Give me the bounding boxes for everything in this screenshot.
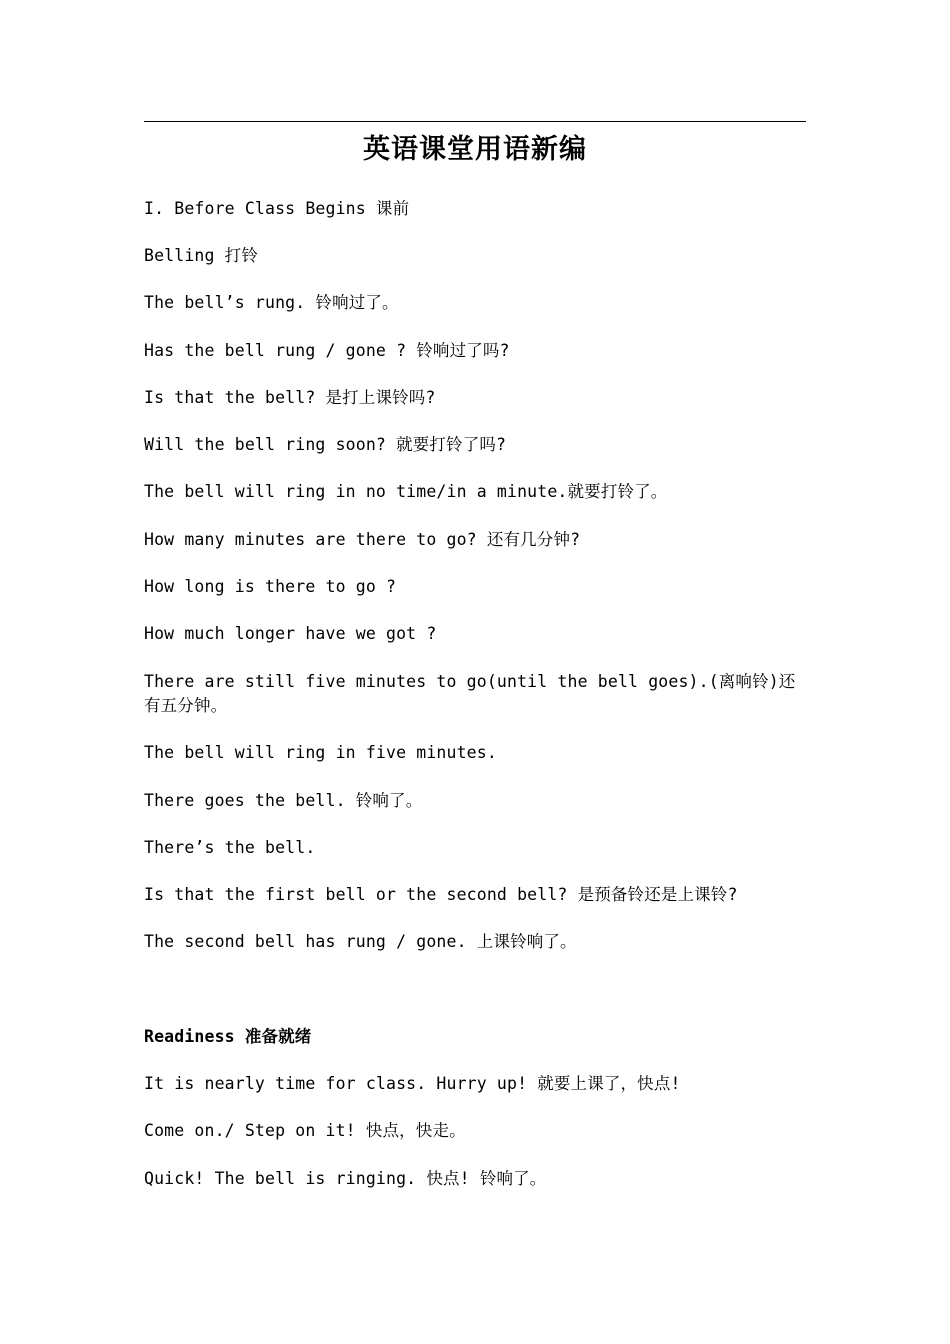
phrase-line: Has the bell rung / gone ? 铃响过了吗? xyxy=(144,341,510,360)
phrase-line: How much longer have we got ? xyxy=(144,624,437,643)
phrase-line: Will the bell ring soon? 就要打铃了吗? xyxy=(144,435,507,454)
header-rule xyxy=(144,121,806,122)
subheading-readiness: Readiness 准备就绪 xyxy=(144,1027,312,1046)
phrase-line: The second bell has rung / gone. 上课铃响了。 xyxy=(144,932,577,951)
phrase-line: The bell will ring in no time/in a minute.就要打铃了。 xyxy=(144,482,668,501)
phrase-line: The bell’s rung. 铃响过了。 xyxy=(144,293,399,312)
phrase-line: There goes the bell. 铃响了。 xyxy=(144,791,423,810)
phrase-line: How many minutes are there to go? 还有几分钟? xyxy=(144,530,581,549)
phrase-line: How long is there to go ? xyxy=(144,577,397,596)
phrase-line: It is nearly time for class. Hurry up! 就要上课了，快点! xyxy=(144,1074,681,1093)
phrase-line: The bell will ring in five minutes. xyxy=(144,743,497,762)
section-heading-before-class: I. Before Class Begins 课前 xyxy=(144,199,410,218)
phrase-line: There are still five minutes to go(until the bell goes).(离响铃)还有五分钟。 xyxy=(144,672,796,715)
phrase-line: Come on./ Step on it! 快点，快走。 xyxy=(144,1121,466,1140)
phrase-line: There’s the bell. xyxy=(144,838,316,857)
phrase-line: Is that the first bell or the second bell? 是预备铃还是上课铃? xyxy=(144,885,738,904)
page-title: 英语课堂用语新编 xyxy=(363,134,587,165)
phrase-line: Is that the bell? 是打上课铃吗? xyxy=(144,388,436,407)
subheading-belling: Belling 打铃 xyxy=(144,246,258,265)
phrase-line: Quick! The bell is ringing. 快点! 铃响了。 xyxy=(144,1169,547,1188)
